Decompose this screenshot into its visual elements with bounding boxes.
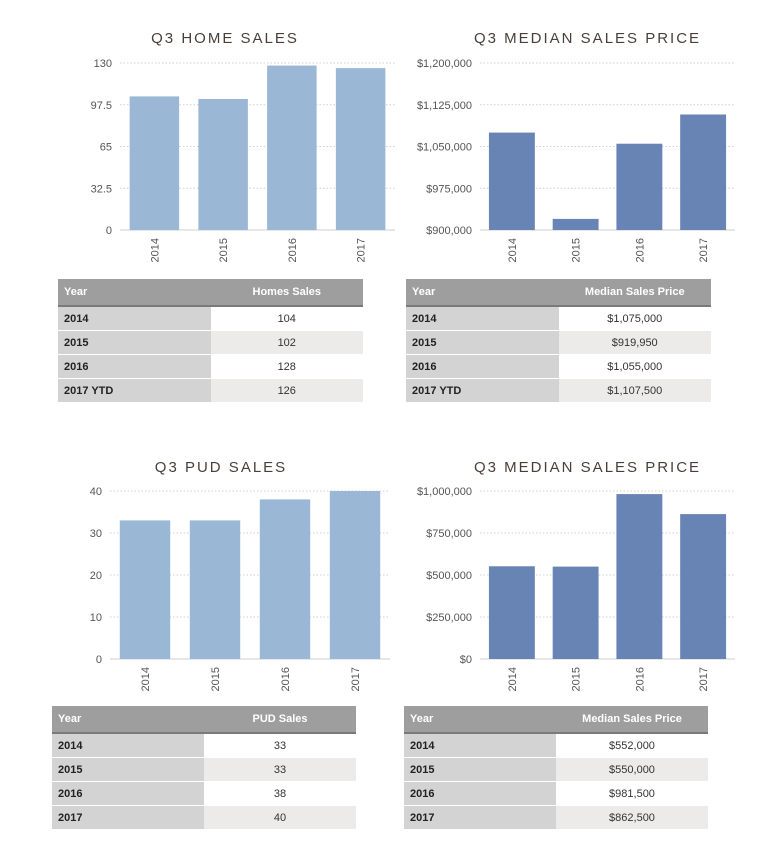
- table-header-row: [406, 279, 711, 306]
- bar-2015: [553, 219, 599, 230]
- x-tick-label: 2016: [634, 238, 647, 263]
- table-row: [52, 758, 356, 782]
- bar-2017: [336, 68, 386, 230]
- table-row: [406, 306, 711, 331]
- x-tick-label: 2015: [210, 667, 222, 692]
- y-tick-label: $975,000: [426, 183, 472, 196]
- y-tick-label: $1,050,000: [416, 141, 472, 154]
- chart-title-pud-sales: Q3 PUD SALES: [154, 459, 288, 476]
- cell-year: 2016: [406, 355, 559, 379]
- cell-year: 2016: [52, 782, 204, 806]
- chart-title-home-sales: Q3 HOME SALES: [151, 30, 299, 47]
- cell-value: $981,500: [556, 782, 708, 806]
- bar-2015: [553, 567, 599, 659]
- table-row: [404, 758, 708, 782]
- cell-year: 2015: [406, 331, 559, 355]
- bar-2016: [260, 499, 310, 659]
- table-pud-sales: [52, 706, 356, 829]
- bar-2014: [130, 96, 180, 230]
- table-row: [52, 733, 356, 758]
- cell-value: $862,500: [556, 806, 708, 830]
- bar-2014: [489, 133, 535, 230]
- table-header-row: [404, 706, 708, 733]
- table-row: [52, 782, 356, 806]
- table-header-row: [58, 279, 363, 306]
- chart-title-median-price-1: Q3 MEDIAN SALES PRICE: [474, 30, 702, 47]
- cell-year: 2015: [52, 758, 204, 782]
- chart-title-median-price-2: Q3 MEDIAN SALES PRICE: [474, 459, 702, 476]
- table-row: [52, 806, 356, 830]
- bar-2017: [330, 491, 380, 659]
- chart-pud-sales: [60, 483, 360, 698]
- y-tick-label: $750,000: [426, 528, 472, 540]
- y-tick-label: $0: [459, 654, 472, 666]
- cell-value: $919,950: [559, 331, 712, 355]
- header-year: Year: [58, 279, 211, 306]
- x-tick-label: 2017: [355, 238, 368, 263]
- y-tick-label: $1,000,000: [416, 486, 472, 498]
- table-row: [406, 379, 711, 403]
- cell-year: 2017 YTD: [406, 379, 559, 403]
- cell-value: 128: [211, 355, 364, 379]
- y-tick-label: 40: [89, 486, 102, 498]
- cell-year: 2014: [58, 306, 211, 331]
- cell-value: 38: [204, 782, 356, 806]
- header-value: Median Sales Price: [559, 279, 712, 306]
- y-tick-label: 32.5: [90, 183, 112, 196]
- table-row: [58, 379, 363, 403]
- y-tick-label: $250,000: [426, 612, 472, 624]
- x-tick-label: 2014: [140, 667, 152, 692]
- y-tick-label: 0: [105, 225, 112, 237]
- x-tick-label: 2014: [506, 238, 519, 263]
- table-median-price-2: [404, 706, 708, 829]
- table-row: [404, 782, 708, 806]
- header-year: Year: [406, 279, 559, 306]
- bar-2016: [616, 494, 662, 659]
- cell-value: 102: [211, 331, 364, 355]
- x-tick-label: 2016: [634, 667, 647, 692]
- header-value: Median Sales Price: [556, 706, 708, 733]
- table-row: [58, 306, 363, 331]
- x-tick-label: 2017: [350, 667, 362, 692]
- table-home-sales: [58, 279, 363, 402]
- cell-year: 2017: [404, 806, 556, 830]
- y-tick-label: 10: [89, 612, 102, 624]
- cell-year: 2014: [404, 733, 556, 758]
- y-tick-label: 97.5: [90, 99, 112, 112]
- x-tick-label: 2014: [149, 238, 162, 263]
- y-tick-label: 30: [89, 528, 102, 540]
- cell-year: 2014: [406, 306, 559, 331]
- y-tick-label: 65: [99, 141, 112, 154]
- table-header-row: [52, 706, 356, 733]
- cell-year: 2014: [52, 733, 204, 758]
- table-row: [404, 806, 708, 830]
- bar-2016: [267, 66, 317, 230]
- bar-2016: [616, 144, 662, 230]
- table-row: [406, 331, 711, 355]
- bar-2015: [198, 99, 248, 230]
- cell-year: 2015: [404, 758, 556, 782]
- bar-2014: [120, 520, 170, 659]
- header-value: PUD Sales: [204, 706, 356, 733]
- cell-value: $1,107,500: [559, 379, 712, 403]
- bar-2015: [190, 520, 240, 659]
- cell-year: 2015: [58, 331, 211, 355]
- cell-value: 33: [204, 758, 356, 782]
- chart-median-price-1: [400, 55, 711, 270]
- cell-value: $550,000: [556, 758, 708, 782]
- table-row: [404, 733, 708, 758]
- cell-value: $552,000: [556, 733, 708, 758]
- x-tick-label: 2016: [280, 667, 292, 692]
- header-year: Year: [404, 706, 556, 733]
- cell-year: 2016: [404, 782, 556, 806]
- y-tick-label: $500,000: [426, 570, 472, 582]
- x-tick-label: 2017: [698, 238, 711, 263]
- bar-2014: [489, 566, 535, 659]
- cell-year: 2017 YTD: [58, 379, 211, 403]
- x-tick-label: 2016: [286, 238, 299, 263]
- cell-value: 126: [211, 379, 364, 403]
- table-row: [406, 355, 711, 379]
- chart-median-price-2: [400, 483, 711, 698]
- y-tick-label: 130: [93, 58, 112, 70]
- cell-value: $1,055,000: [559, 355, 712, 379]
- cell-value: 104: [211, 306, 364, 331]
- x-tick-label: 2017: [698, 667, 711, 692]
- y-tick-label: $900,000: [426, 225, 472, 237]
- chart-home-sales: [60, 55, 368, 270]
- cell-value: 33: [204, 733, 356, 758]
- y-tick-label: 20: [89, 570, 102, 582]
- header-year: Year: [52, 706, 204, 733]
- bar-2017: [680, 514, 726, 659]
- y-tick-label: $1,200,000: [416, 58, 472, 70]
- table-median-price-1: [406, 279, 711, 402]
- x-tick-label: 2015: [218, 238, 231, 263]
- table-row: [58, 355, 363, 379]
- y-tick-label: 0: [95, 654, 102, 666]
- cell-value: $1,075,000: [559, 306, 712, 331]
- table-row: [58, 331, 363, 355]
- cell-year: 2017: [52, 806, 204, 830]
- bar-2017: [680, 114, 726, 230]
- cell-year: 2016: [58, 355, 211, 379]
- y-tick-label: $1,125,000: [416, 99, 472, 112]
- x-tick-label: 2015: [570, 667, 583, 692]
- cell-value: 40: [204, 806, 356, 830]
- x-tick-label: 2014: [506, 667, 519, 692]
- x-tick-label: 2015: [570, 238, 583, 263]
- header-value: Homes Sales: [211, 279, 364, 306]
